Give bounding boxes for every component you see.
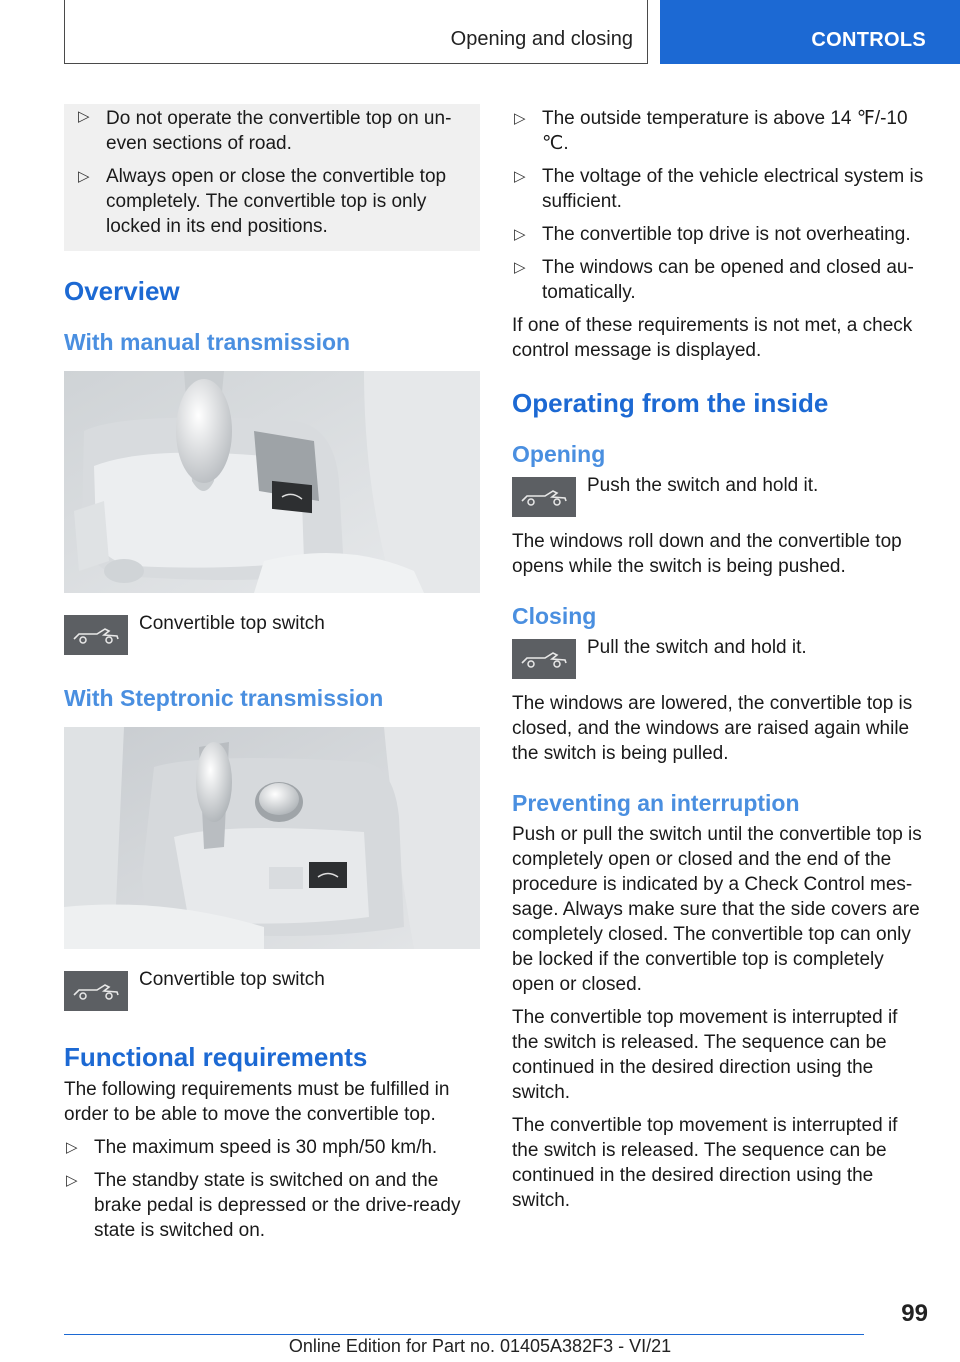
prevent-paragraph: The convertible top movement is interrupted if the switch is released. The sequence can be continued in the desired direction using the switch. [512,1007,898,1103]
manual-transmission-heading: With manual transmission [64,329,351,355]
steptronic-transmission-photo [64,727,480,949]
overview-heading: Overview [64,276,180,306]
functional-requirements-heading: Functional requirements [64,1042,368,1072]
steptronic-switch-caption [64,971,480,1011]
requirements-list-left [64,1135,480,1243]
gear-lever-illustration [64,371,480,593]
requirement-item: ▷ The outside temperature is above 14 ℉/-10 ℃. [512,106,928,156]
header-chapter-title: CONTROLS [811,29,926,51]
closing-instruction [512,639,928,679]
closing-text: The windows are lowered, the convertible top is closed, and the windows are raised again while the switch is being pulled. [512,693,913,764]
prevent-paragraph: Push or pull the switch until the convertible top is completely open or closed and the end of the procedure is indicated by a Check Control mes-sage. Always make sure that the side covers are completely closed. The convertible top can only be locked if the convertible top is completely open or closed. [512,824,922,995]
prevent-paragraph: The convertible top movement is interrupted if the switch is released. The sequence can be continued in the desired direction using the switch. [512,1115,898,1211]
convertible-car-icon [512,477,576,517]
note-box [64,104,480,251]
opening-heading: Opening [512,441,606,467]
steptronic-switch-caption-text: Convertible top switch [139,969,325,990]
left-column [64,104,480,1251]
requirement-item: ▷ The convertible top drive is not overheating. [512,222,928,247]
manual-transmission-photo [64,371,480,593]
header-chapter-tab [660,0,960,64]
requirement-item: ▷ The windows can be opened and closed au-tomatically. [512,255,928,305]
note-item: ▷ Do not operate the convertible top on un-even sections of road. [76,104,468,156]
footer-divider [64,1334,864,1335]
requirements-list-right [512,104,928,305]
functional-requirements-intro: The following requirements must be fulfilled in order to be able to move the convertible top. [64,1079,450,1125]
convertible-car-icon [64,615,128,655]
edition-footer: Online Edition for Part no. 01405A382F3 - VI/21 [288,1336,672,1356]
closing-heading: Closing [512,603,597,629]
selector-lever-illustration [64,727,480,949]
requirements-note: If one of these requirements is not met, a check control message is displayed. [512,315,913,361]
steptronic-transmission-heading: With Steptronic transmission [64,685,384,711]
note-item: ▷ Always open or close the convertible top completely. The convertible top is only locked in its end positions. [76,164,468,239]
prevent-interruption-heading: Preventing an interruption [512,790,800,816]
requirement-item: ▷ The voltage of the vehicle electrical system is sufficient. [512,164,928,214]
operating-inside-heading: Operating from the inside [512,388,829,418]
requirement-item: ▷ The standby state is switched on and the brake pedal is depressed or the drive-ready state is switched on. [64,1168,480,1243]
header-section-title: Opening and closing [450,28,633,50]
page-number: 99 [901,1300,928,1327]
opening-text: The windows roll down and the convertible top opens while the switch is being pushed. [512,531,902,577]
convertible-car-icon [512,639,576,679]
manual-switch-caption [64,615,480,655]
convertible-car-icon [64,971,128,1011]
opening-instruction [512,477,928,517]
manual-switch-caption-text: Convertible top switch [139,613,325,634]
requirement-item: ▷ The maximum speed is 30 mph/50 km/h. [64,1135,480,1160]
opening-instruction-text: Push the switch and hold it. [587,475,819,496]
closing-instruction-text: Pull the switch and hold it. [587,637,807,658]
right-column [512,104,928,1221]
header-section-tab [64,0,648,64]
